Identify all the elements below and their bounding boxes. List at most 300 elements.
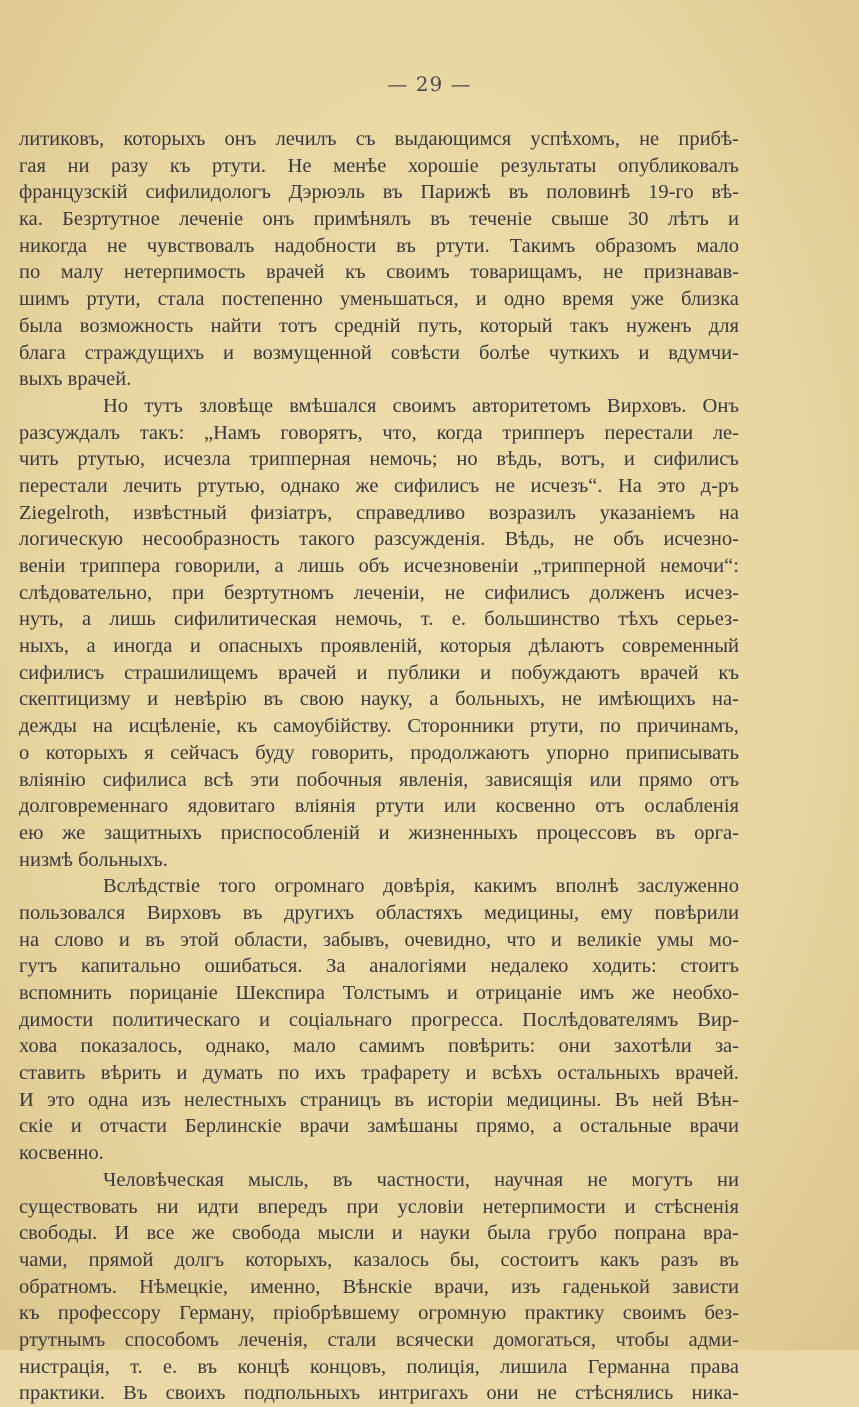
word: большинство	[484, 608, 600, 631]
word: Герману,	[179, 1302, 255, 1325]
word: Онъ	[702, 394, 739, 417]
word: именно,	[250, 1275, 321, 1298]
word: не	[106, 234, 127, 257]
word: лечилъ	[275, 128, 337, 150]
word: гаденькой	[562, 1275, 650, 1298]
word: серьез-	[676, 608, 739, 631]
word: прямой	[88, 1248, 154, 1271]
text-line-content: низмѣ больныхъ.	[19, 848, 168, 871]
word: лечить	[123, 474, 182, 497]
text-line	[19, 286, 739, 313]
page-number: — 29 —	[387, 72, 472, 96]
word: не	[573, 528, 594, 551]
word: капитально	[80, 955, 181, 978]
word: трипперная	[249, 448, 351, 471]
word: которыя	[439, 635, 512, 658]
word: Вѣнскіе	[342, 1275, 413, 1298]
word: одна	[87, 1088, 129, 1111]
word: и	[259, 1008, 270, 1031]
word: огромнаго	[274, 875, 365, 898]
word: ставить	[19, 1062, 86, 1085]
word: когда	[436, 421, 483, 444]
word: бы,	[450, 1248, 480, 1271]
word: Дэрюэль	[288, 181, 366, 204]
word: пользовался	[19, 901, 126, 924]
word: скептицизму	[19, 688, 131, 711]
word: мало	[696, 234, 739, 257]
word: того	[218, 875, 256, 898]
text-line	[19, 1033, 739, 1060]
word: свободы.	[19, 1222, 98, 1245]
word: немочь;	[369, 448, 438, 471]
word: долговременнаго	[19, 795, 169, 818]
word: триппера	[79, 555, 161, 577]
word: половинѣ	[546, 181, 631, 204]
word: говорятъ,	[280, 421, 363, 444]
word: ему	[600, 901, 633, 924]
word: и	[223, 341, 235, 364]
word: въ	[263, 688, 284, 711]
text-line	[19, 686, 739, 713]
word: шимъ	[19, 288, 70, 311]
word: нуженъ	[626, 314, 692, 337]
word: это	[657, 474, 686, 497]
word: эти	[250, 768, 280, 791]
word: ле-	[712, 421, 739, 444]
text-line	[19, 473, 739, 500]
word: сифилисъ	[394, 474, 480, 497]
word: слово	[54, 928, 104, 951]
word: условіи	[397, 1195, 464, 1218]
word: однако	[280, 474, 340, 497]
text-line	[19, 980, 739, 1007]
word: а	[429, 688, 439, 711]
word: стоитъ	[680, 955, 739, 978]
word: защитныхъ	[104, 821, 202, 844]
word: говорили,	[174, 555, 261, 577]
word: интригахъ	[378, 1382, 469, 1405]
word: гая	[19, 154, 46, 177]
word: врачи	[299, 1115, 350, 1138]
word: къ	[718, 661, 739, 684]
word: леченія,	[238, 1328, 308, 1351]
word: способомъ	[124, 1328, 219, 1351]
word: одно	[503, 288, 546, 311]
word: не	[639, 128, 660, 150]
word: областяхъ	[375, 901, 463, 924]
word: забывъ,	[323, 928, 390, 951]
word: объ	[613, 528, 645, 551]
word: сифилисъ	[653, 448, 739, 471]
word: сифилисъ	[484, 581, 570, 604]
word: тѣхъ	[618, 608, 659, 631]
word: е.	[451, 608, 466, 631]
word: Такимъ	[509, 234, 576, 257]
word: трипперъ	[502, 421, 585, 444]
text-line	[19, 259, 739, 286]
word: Вѣн-	[696, 1088, 739, 1111]
word: существовать	[19, 1195, 138, 1218]
word: ни	[156, 1195, 179, 1218]
word: такого	[299, 528, 355, 551]
text-line	[19, 446, 739, 473]
word: вліянія	[294, 795, 356, 818]
word: практику	[524, 1302, 605, 1325]
word: ртути,	[529, 715, 584, 738]
word: зловѣще	[198, 394, 274, 417]
word: или	[589, 768, 622, 791]
word: побуждаютъ	[510, 661, 621, 684]
word: уменьшаться,	[339, 288, 459, 311]
word: соціальнаго	[288, 1008, 393, 1031]
word: признавав-	[643, 261, 739, 284]
word: сифилиса	[102, 768, 187, 791]
word: на	[92, 715, 113, 738]
word: ртути.	[212, 154, 267, 177]
word: страницъ	[299, 1088, 382, 1111]
text-line-content: выхъ врачей.	[19, 368, 132, 391]
word: домогаться,	[493, 1328, 596, 1351]
word: стали	[327, 1328, 377, 1351]
word: извѣстный	[133, 501, 227, 524]
word: огромную	[418, 1302, 507, 1325]
word: нетерпимости	[482, 1195, 606, 1218]
word: леченіи,	[353, 581, 425, 604]
word: что,	[382, 421, 417, 444]
word: процессовъ	[536, 821, 637, 844]
text-line	[19, 1300, 739, 1327]
word: перестали	[604, 421, 694, 444]
word: же	[191, 1222, 215, 1245]
word: лишь	[297, 555, 345, 577]
word: Вѣдь,	[504, 528, 555, 551]
word: которыхъ,	[245, 1248, 333, 1271]
word: права	[690, 1355, 739, 1378]
word: нуть,	[19, 608, 64, 631]
word: ею	[19, 821, 44, 844]
word: орга-	[694, 821, 739, 844]
word: Вирховъ	[146, 901, 222, 924]
word: Безртутное	[62, 208, 160, 231]
word: частности,	[376, 1168, 470, 1191]
word: науку,	[360, 688, 413, 711]
word: стала	[157, 288, 205, 311]
word: ни	[67, 154, 90, 177]
word: состоитъ	[500, 1248, 579, 1271]
word: въ	[394, 1088, 415, 1111]
word: заслуженно	[637, 875, 739, 898]
word: же	[355, 474, 379, 497]
word: постепенно	[221, 288, 323, 311]
word: дежды	[19, 715, 77, 738]
word: въ	[719, 1248, 739, 1271]
word: изъ	[141, 1088, 171, 1111]
word: при	[171, 581, 205, 604]
word: концовъ,	[309, 1355, 387, 1378]
word: порицаніе	[129, 982, 218, 1004]
word: близка	[680, 288, 739, 311]
word: и	[550, 928, 562, 951]
word: за-	[714, 1035, 739, 1058]
text-line	[19, 553, 739, 580]
text-line	[19, 820, 739, 847]
word: въ	[242, 901, 263, 924]
word: невѣрію	[174, 688, 247, 711]
word: а	[552, 1115, 562, 1138]
text-line	[19, 900, 739, 927]
word: лишила	[500, 1355, 568, 1378]
word: политическаго	[112, 1008, 241, 1031]
text-line	[19, 1274, 739, 1301]
word: и	[480, 661, 492, 684]
word: найти	[210, 314, 262, 337]
word: чувствовалъ	[146, 234, 255, 257]
word: исчезновеніи	[403, 555, 519, 577]
word: разсужденія.	[374, 528, 486, 551]
word: ка.	[19, 208, 43, 231]
word: ядовитаго	[187, 795, 276, 818]
text-line-content: косвенно.	[19, 1142, 104, 1165]
body-text	[19, 126, 739, 1407]
word: захотѣли	[613, 1035, 692, 1058]
word: прогресса.	[410, 1008, 504, 1031]
word: Но	[103, 394, 129, 417]
word: явленія,	[398, 768, 469, 791]
word: Парижѣ	[420, 181, 491, 204]
word: вотъ,	[560, 448, 606, 471]
word: товарищамъ,	[470, 261, 583, 284]
word: побочныя	[296, 768, 382, 791]
word: И	[114, 1222, 130, 1245]
text-line	[19, 580, 739, 607]
text-line	[19, 1140, 739, 1167]
text-line	[19, 927, 739, 954]
word: прибѣ-	[678, 128, 739, 150]
word: они	[486, 1382, 519, 1405]
word: я	[144, 741, 154, 764]
word: малу	[60, 261, 104, 284]
word: немочи“:	[660, 555, 739, 577]
word: по	[19, 261, 41, 284]
word: своимъ	[386, 261, 450, 284]
word: ихъ	[314, 1062, 346, 1085]
word: повѣрить:	[448, 1035, 536, 1058]
word: никогда	[19, 234, 88, 257]
word: и	[147, 688, 159, 711]
word: казалось	[353, 1248, 429, 1271]
word: въ	[508, 181, 529, 204]
word: жизненныхъ	[408, 821, 518, 844]
word: прямо	[638, 768, 693, 791]
word: ртути,	[86, 288, 141, 311]
word: онъ	[224, 128, 257, 150]
word: отъ	[595, 795, 625, 818]
word: долгъ	[174, 1248, 225, 1271]
text-line	[19, 793, 739, 820]
text-line	[19, 953, 739, 980]
text-line	[19, 179, 739, 206]
word: долженъ	[589, 581, 665, 604]
word: и	[176, 1062, 188, 1085]
word: прямо,	[475, 1115, 535, 1138]
word: путь,	[417, 314, 463, 337]
word: и	[446, 982, 458, 1004]
word: въ	[430, 208, 451, 231]
word: ртути	[375, 795, 425, 818]
word: вѣрить	[100, 1062, 162, 1085]
word: и	[465, 1062, 477, 1085]
word: средній	[334, 314, 401, 337]
word: свыше	[551, 208, 609, 231]
word: своимъ	[622, 1302, 687, 1325]
word: сейчасъ	[170, 741, 239, 764]
word: авторитетомъ	[472, 394, 591, 417]
word: идти	[197, 1195, 239, 1218]
word: думать	[202, 1062, 263, 1085]
word: къ	[169, 154, 191, 177]
word: ходить:	[592, 955, 657, 978]
word: свою	[299, 688, 344, 711]
word: совѣсти	[390, 341, 461, 364]
word: своихъ	[165, 1382, 226, 1405]
text-line	[19, 1380, 739, 1407]
text-line	[19, 633, 739, 660]
word: французскій	[19, 181, 128, 204]
text-line	[19, 1354, 739, 1381]
word: нистрація,	[19, 1355, 110, 1378]
word: вѣ-	[711, 181, 739, 204]
word: гутъ	[19, 955, 58, 978]
word: не	[587, 1168, 608, 1191]
word: на	[718, 501, 739, 524]
word: д-ръ	[700, 474, 739, 497]
word: нетерпимость	[123, 261, 246, 284]
text-line	[19, 606, 739, 633]
word: примѣнялъ	[313, 208, 411, 231]
word: чами,	[19, 1248, 68, 1271]
word: врачи	[689, 1115, 739, 1138]
word: не	[536, 1382, 557, 1405]
word: но	[456, 448, 478, 471]
word: вліянію	[19, 768, 86, 791]
word: возразилъ	[488, 501, 576, 524]
word: современный	[621, 635, 739, 658]
text-line	[19, 1113, 739, 1140]
word: Вирховъ.	[606, 394, 687, 417]
word: обратномъ.	[19, 1275, 117, 1298]
word: концѣ	[237, 1355, 290, 1378]
word: без-	[704, 1302, 739, 1325]
word: области,	[234, 928, 308, 951]
word: литиковъ,	[19, 128, 105, 150]
word: разъ	[660, 1248, 699, 1271]
word: исторіи	[427, 1088, 494, 1111]
text-line	[19, 740, 739, 767]
word: же	[62, 821, 86, 844]
word: врачи,	[434, 1275, 489, 1298]
word: И	[19, 1088, 34, 1111]
word: была	[487, 1222, 531, 1245]
word: Вслѣдствіе	[103, 875, 201, 898]
word: въ	[197, 1355, 218, 1378]
word: болѣе	[478, 341, 530, 364]
word: ника-	[691, 1382, 739, 1405]
text-line	[19, 526, 739, 553]
word: хорошіе	[407, 154, 479, 177]
word: скіе	[19, 1115, 53, 1138]
word: и	[624, 1195, 636, 1218]
text-line	[19, 420, 739, 447]
word: причинамъ,	[636, 715, 739, 738]
word: къ	[345, 261, 366, 284]
word: и	[638, 341, 650, 364]
text-line	[19, 340, 739, 367]
text-line	[19, 1247, 739, 1274]
word: логическую	[19, 528, 124, 551]
word: впередъ	[257, 1195, 328, 1218]
word: менѣе	[333, 154, 387, 177]
word: Въ	[614, 1088, 639, 1111]
word: остальныхъ	[557, 1062, 660, 1085]
word: онъ	[262, 208, 295, 231]
word: публики	[387, 661, 461, 684]
word: и	[623, 448, 635, 471]
word: сифилитическая	[174, 608, 317, 631]
word: лѣтъ	[667, 208, 709, 231]
word: 19-го	[648, 181, 694, 204]
word: а	[274, 555, 284, 577]
word: Нѣмецкіе,	[139, 1275, 228, 1298]
word: выдающимся	[394, 128, 512, 150]
word: науки	[419, 1222, 471, 1245]
word: при	[346, 1195, 379, 1218]
text-line	[19, 1194, 739, 1221]
word: исцѣленіе,	[128, 715, 221, 738]
word: пріобрѣвшему	[273, 1302, 400, 1325]
word: аналогіями	[369, 955, 467, 978]
word: Толстымъ	[342, 982, 430, 1004]
word: научная	[494, 1168, 564, 1191]
word: чить	[19, 448, 59, 471]
word: Шекспира	[235, 982, 325, 1004]
word: несообразность	[142, 528, 280, 551]
word: образомъ	[595, 234, 677, 257]
word: Ziegelroth,	[19, 501, 110, 524]
word: тутъ	[144, 394, 183, 417]
word: надобности	[274, 234, 377, 257]
word: 30	[627, 208, 649, 231]
word: имѣющихъ	[598, 688, 696, 711]
word: къ	[19, 1302, 40, 1325]
word: необхо-	[672, 982, 739, 1004]
word: своимъ	[392, 394, 457, 417]
word: немочь,	[335, 608, 403, 631]
word: вмѣшался	[289, 394, 377, 417]
word: исчезъ“.	[530, 474, 603, 497]
paragraph-first-line	[19, 393, 739, 420]
word: больныхъ,	[455, 688, 546, 711]
word: не	[494, 474, 515, 497]
word: умы	[656, 928, 694, 951]
word: такъ:	[139, 421, 185, 444]
word: практики.	[19, 1382, 105, 1405]
word: страшилищемъ	[124, 661, 259, 684]
word: врачей	[265, 261, 325, 284]
word: буду	[255, 741, 295, 764]
word: Германна	[587, 1355, 670, 1378]
word: всячески	[395, 1328, 474, 1351]
word: успѣхомъ,	[530, 128, 620, 150]
